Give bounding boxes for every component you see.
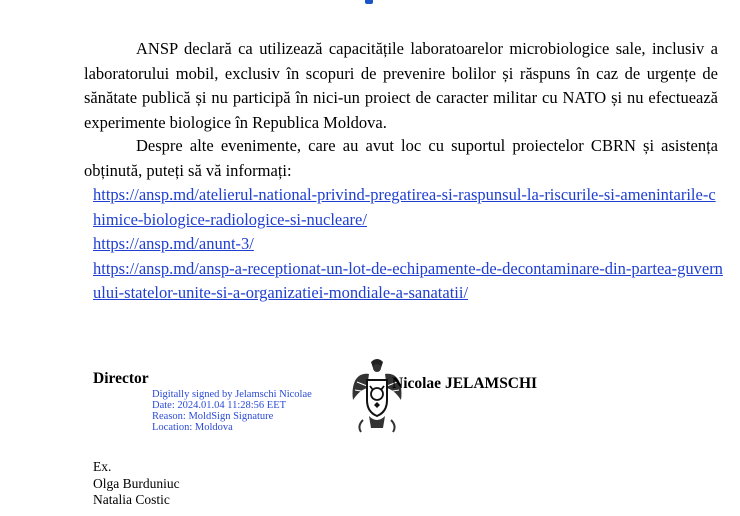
executor-block [93, 459, 180, 509]
link-workshop[interactable]: https://ansp.md/atelierul-national-privind-pregatirea-si-raspunsul-la-riscurile-si-amenintarile-chimice-biologice-radiologice-si-nucleare/ [93, 185, 716, 229]
link-list [93, 183, 723, 306]
signature-date: Date: 2024.01.04 11:28:56 EET [152, 400, 287, 411]
director-label: Director [93, 370, 149, 387]
executor-label: Ex. [93, 459, 112, 474]
digital-signature-block [152, 389, 312, 433]
link-equipment[interactable]: https://ansp.md/ansp-a-receptionat-un-lot-de-echipamente-de-decontaminare-din-partea-guvernului-statelor-unite-si-a-organizatiei-mondiale-a-sanatatii/ [93, 258, 723, 302]
executor-name: Natalia Costic [93, 492, 170, 507]
signature-signed-by: Digitally signed by Jelamschi Nicolae [152, 389, 312, 400]
executor-name: Olga Burduniuc [93, 475, 180, 491]
paragraph-events: Despre alte evenimente, care au avut loc cu suportul proiectelor CBRN și asistența obținută, puteți să vă informați: [84, 136, 718, 180]
coat-of-arms-icon [349, 356, 405, 434]
signature-location: Location: Moldova [152, 422, 233, 433]
signer-name: Nicolae JELAMSCHI [392, 375, 538, 392]
page-top-mark [365, 0, 373, 4]
signature-reason: Reason: MoldSign Signature [152, 411, 274, 422]
paragraph-declaration: ANSP declară ca utilizează capacitățile laboratoarelor microbiologice sale, inclusiv a laboratorului mobil, exclusiv în scopuri de prevenire bolilor și răspuns în caz de urgențe de sănătate publică și nu participă în nici-un proiect de caracter militar cu NATO și nu efectuează experimente biologice în Republica Moldova. [84, 39, 718, 132]
link-announcement[interactable]: https://ansp.md/anunt-3/ [93, 234, 254, 253]
